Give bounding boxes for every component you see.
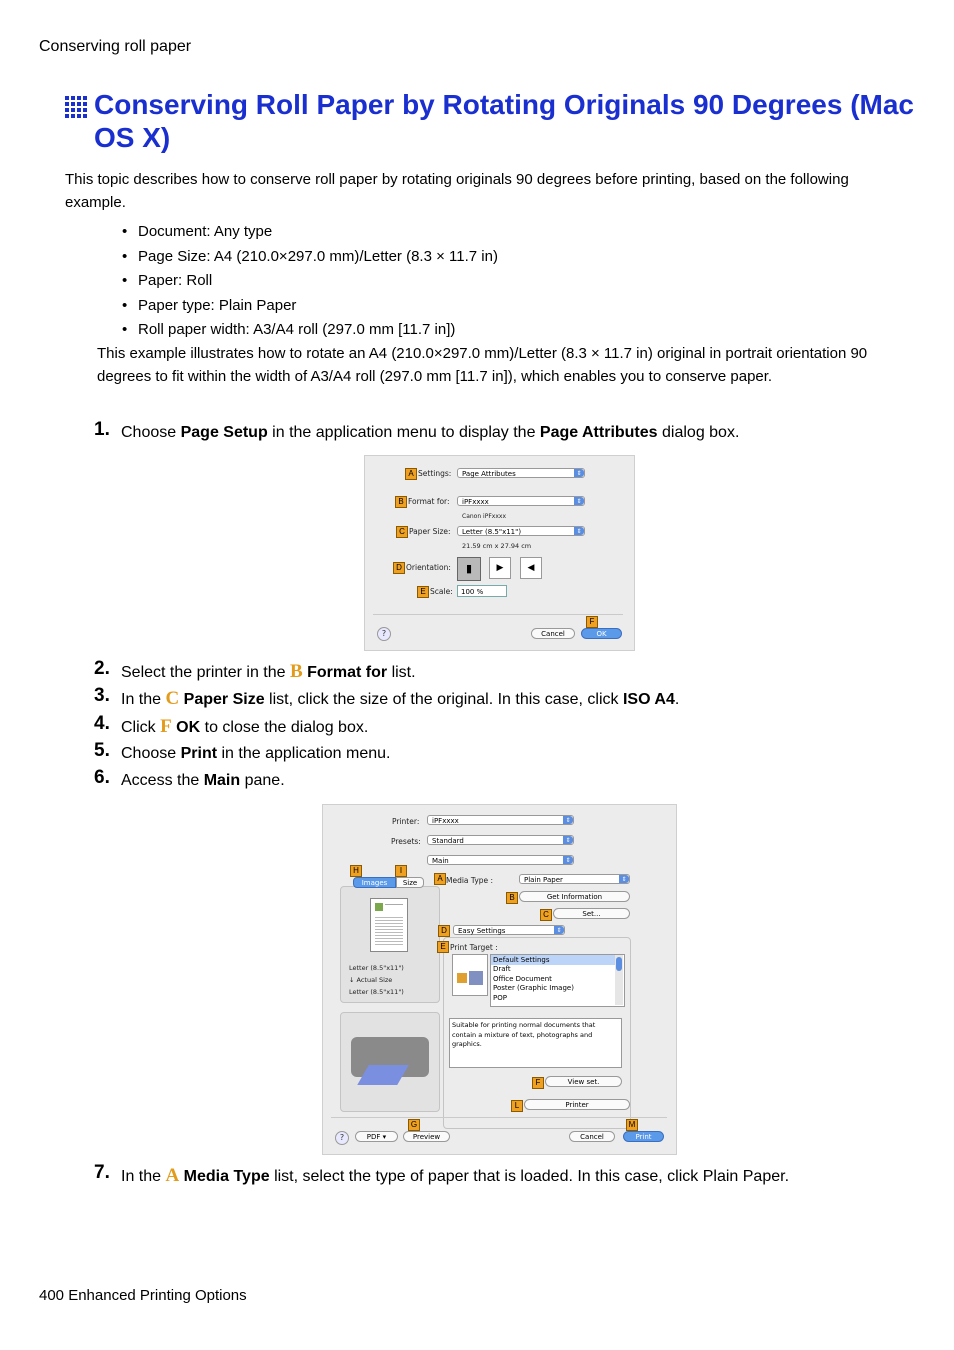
- step-4: [94, 715, 894, 739]
- callout-badge: A: [434, 873, 446, 885]
- popup-arrow-icon: ⇕: [563, 836, 573, 844]
- preview-info-line: ↓ Actual Size: [349, 976, 393, 984]
- scrollbar-thumb[interactable]: [616, 957, 622, 971]
- step-text: Choose Print in the application menu.: [121, 745, 391, 762]
- orientation-label: Orientation:: [406, 563, 451, 572]
- step-number: 4.: [94, 713, 110, 734]
- callout-badge: F: [586, 616, 598, 628]
- list-item[interactable]: POP: [493, 994, 507, 1002]
- settings-popup[interactable]: Page Attributes ⇕: [457, 468, 585, 478]
- callout-badge: M: [626, 1119, 638, 1131]
- step-number: 1.: [94, 419, 110, 440]
- thumbnail-text-lines: [375, 915, 403, 945]
- preview-button[interactable]: Preview: [403, 1131, 450, 1142]
- printer-label: Printer:: [392, 817, 420, 826]
- running-head: Conserving roll paper: [39, 38, 192, 55]
- step-number: 5.: [94, 740, 110, 761]
- example-list: [122, 220, 498, 343]
- popup-arrow-icon: ⇕: [574, 469, 584, 477]
- page-footer: 400 Enhanced Printing Options: [39, 1287, 247, 1304]
- print-target-list[interactable]: [490, 954, 625, 1007]
- step-text: Choose Page Setup in the application menu to display the Page Attributes dialog box.: [121, 424, 740, 441]
- step-text: Select the printer in the B Format for list.: [121, 661, 416, 682]
- list-item[interactable]: Poster (Graphic Image): [493, 984, 574, 992]
- preview-info-line: Letter (8.5"x11"): [349, 988, 404, 996]
- media-type-label: Media Type :: [446, 876, 494, 885]
- callout-badge: F: [532, 1077, 544, 1089]
- intro-paragraph: This topic describes how to conserve roll paper by rotating originals 90 degrees before printing, based on the following example.: [65, 171, 849, 211]
- callout-badge: L: [511, 1100, 523, 1112]
- divider: [385, 904, 403, 905]
- step-number: 2.: [94, 658, 110, 679]
- page-title: Conserving Roll Paper by Rotating Originals 90 Degrees (Mac OS X): [94, 89, 914, 153]
- preview-info-line: Letter (8.5"x11"): [349, 964, 404, 972]
- paper-size-popup[interactable]: Letter (8.5"x11") ⇕: [457, 526, 585, 536]
- step-3: [94, 687, 894, 711]
- step-1: [94, 421, 894, 445]
- presets-label: Presets:: [391, 837, 421, 846]
- scrollbar[interactable]: [615, 955, 623, 1005]
- media-type-popup[interactable]: Plain Paper ⇕: [519, 874, 630, 884]
- print-button[interactable]: Print: [623, 1131, 664, 1142]
- callout-badge: B: [506, 892, 518, 904]
- grid-icon: [65, 96, 87, 118]
- step-text: Access the Main pane.: [121, 772, 285, 789]
- callout-badge: I: [395, 865, 407, 877]
- description-box: Suitable for printing normal documents that contain a mixture of text, photographs and graphics.: [449, 1018, 622, 1068]
- format-sub: Canon iPFxxxx: [462, 513, 506, 520]
- landscape-left-icon[interactable]: ▶: [489, 557, 511, 579]
- help-button[interactable]: ?: [377, 627, 391, 641]
- example-paragraph: This example illustrates how to rotate an A4 (210.0×297.0 mm)/Letter (8.3 × 11.7 in) original in portrait orientation 90 degrees to fit within the width of A3/A4 roll (297.0 mm [11.7 in]), which enables you to conserve paper.: [97, 345, 868, 385]
- callout-badge: B: [395, 496, 407, 508]
- scale-field[interactable]: 100 %: [457, 585, 507, 597]
- thumbnail-image: [375, 903, 383, 911]
- scale-label: Scale:: [430, 587, 453, 596]
- thumbnail-image: [457, 973, 467, 983]
- page-preview-thumbnail: [370, 898, 408, 952]
- help-button[interactable]: ?: [335, 1131, 349, 1145]
- format-popup[interactable]: iPFxxxx ⇕: [457, 496, 585, 506]
- print-target-label: Print Target :: [450, 943, 498, 952]
- list-item[interactable]: Default Settings: [491, 955, 615, 965]
- printer-popup[interactable]: iPFxxxx ⇕: [427, 815, 574, 825]
- step-7: [94, 1164, 914, 1188]
- callout-badge: E: [437, 941, 449, 953]
- popup-arrow-icon: ⇕: [563, 856, 573, 864]
- cancel-button[interactable]: Cancel: [569, 1131, 615, 1142]
- set-button[interactable]: Set...: [553, 908, 630, 919]
- tab-size[interactable]: Size: [396, 877, 424, 888]
- callout-badge: D: [438, 925, 450, 937]
- printer-image-panel: [340, 1012, 440, 1112]
- list-item: • Roll paper width: A3/A4 roll (297.0 mm [11.7 in]): [122, 318, 498, 343]
- ok-button[interactable]: OK: [581, 628, 622, 639]
- paper-size-label: Paper Size:: [409, 527, 451, 536]
- step-text: Click F OK to close the dialog box.: [121, 716, 369, 737]
- presets-popup[interactable]: Standard ⇕: [427, 835, 574, 845]
- list-item[interactable]: Draft: [493, 965, 511, 973]
- list-item: • Page Size: A4 (210.0×297.0 mm)/Letter (8.3 × 11.7 in): [122, 245, 498, 270]
- callout-badge: E: [417, 586, 429, 598]
- step-number: 6.: [94, 767, 110, 788]
- callout-badge: G: [408, 1119, 420, 1131]
- step-text: In the A Media Type list, select the type of paper that is loaded. In this case, click Plain Paper.: [121, 1165, 790, 1186]
- cancel-button[interactable]: Cancel: [531, 628, 575, 639]
- popup-arrow-icon: ⇕: [563, 816, 573, 824]
- thumbnail-image: [469, 971, 483, 985]
- popup-arrow-icon: ⇕: [574, 527, 584, 535]
- pdf-button[interactable]: PDF ▾: [355, 1131, 398, 1142]
- pane-popup[interactable]: Main ⇕: [427, 855, 574, 865]
- tab-images[interactable]: Images: [353, 877, 396, 888]
- printer-button[interactable]: Printer: [524, 1099, 630, 1110]
- popup-arrow-icon: ⇕: [574, 497, 584, 505]
- list-item: • Paper: Roll: [122, 269, 498, 294]
- callout-badge: C: [540, 909, 552, 921]
- popup-arrow-icon: ⇕: [619, 875, 629, 883]
- step-6: [94, 769, 894, 793]
- step-text: In the C Paper Size list, click the size of the original. In this case, click ISO A4.: [121, 688, 680, 709]
- landscape-right-icon[interactable]: ◀: [520, 557, 542, 579]
- portrait-orientation-icon[interactable]: ▮: [457, 557, 481, 581]
- mode-popup[interactable]: Easy Settings ⇕: [453, 925, 565, 935]
- popup-arrow-icon: ⇕: [554, 926, 564, 934]
- step-number: 7.: [94, 1162, 110, 1183]
- get-information-button[interactable]: Get Information: [519, 891, 630, 902]
- print-dialog-screenshot: [322, 804, 677, 1155]
- callout-badge: D: [393, 562, 405, 574]
- print-target-thumbnail: [452, 954, 488, 996]
- callout-badge: A: [405, 468, 417, 480]
- list-item: • Paper type: Plain Paper: [122, 294, 498, 319]
- settings-label: Settings:: [418, 469, 452, 478]
- callout-badge: C: [396, 526, 408, 538]
- paper-size-sub: 21.59 cm x 27.94 cm: [462, 542, 532, 550]
- page-setup-dialog-screenshot: [364, 455, 635, 651]
- divider: [373, 614, 623, 615]
- format-label: Format for:: [408, 497, 450, 506]
- step-number: 3.: [94, 685, 110, 706]
- list-item: • Document: Any type: [122, 220, 498, 245]
- step-5: [94, 742, 894, 766]
- view-set-button[interactable]: View set.: [545, 1076, 622, 1087]
- callout-badge: H: [350, 865, 362, 877]
- divider: [331, 1117, 667, 1118]
- step-2: [94, 660, 894, 684]
- list-item[interactable]: Office Document: [493, 975, 552, 983]
